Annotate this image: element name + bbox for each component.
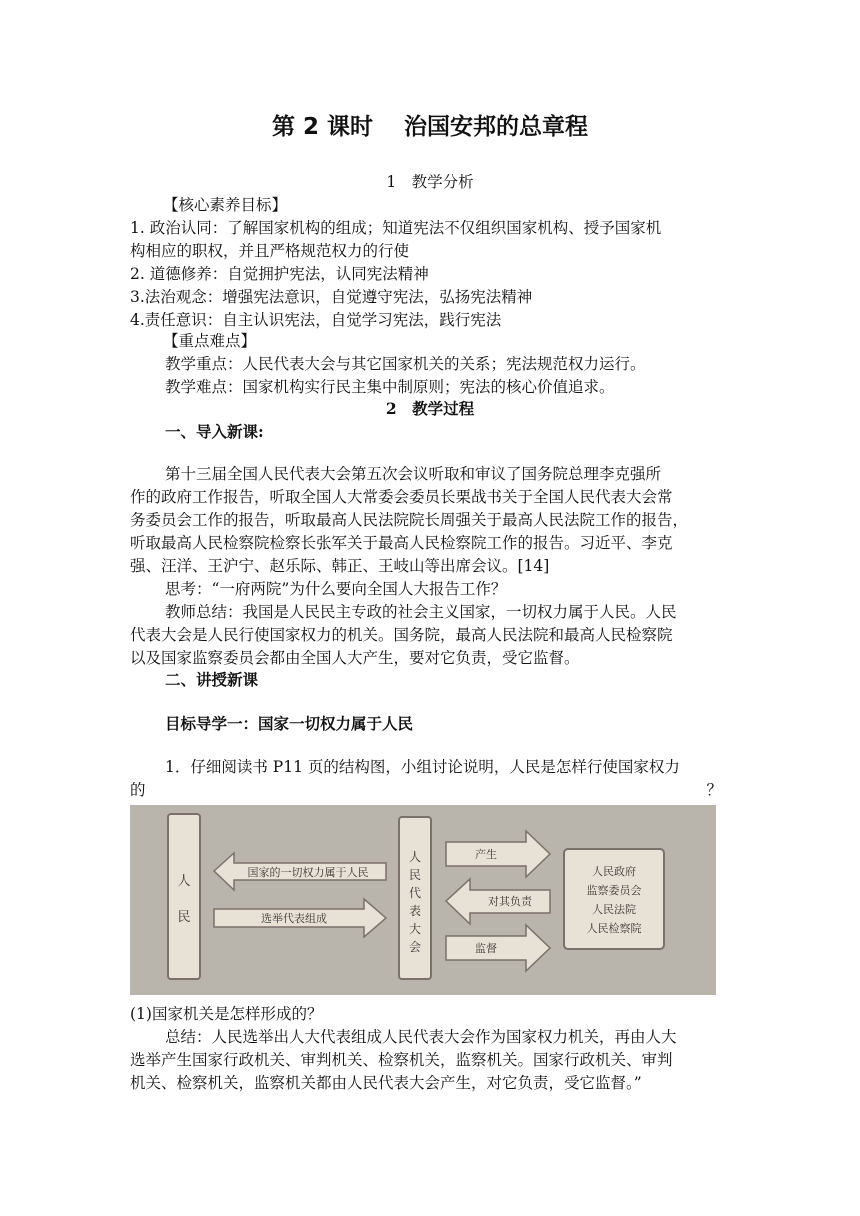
key-points-heading: 【重点难点】 [163, 332, 257, 350]
arrow-supervise-label: 监督 [475, 942, 497, 955]
state-organ-label: 人民政府 [592, 865, 636, 878]
people-label: 人 [177, 874, 191, 889]
summary-line: 总结：人民选举出人大代表组成人民代表大会作为国家权力机关，再由人大 [165, 1028, 677, 1046]
arrow-responsible-label: 对其负责 [488, 895, 532, 908]
question: 思考：“一府两院”为什么要向全国人大报告工作？ [165, 580, 507, 598]
part-2-heading: 二、讲授新课 [165, 670, 259, 689]
congress-char: 代 [408, 886, 422, 900]
reading-task-line-2-left: 的 [130, 781, 146, 799]
state-organ-label: 人民检察院 [586, 922, 642, 935]
intro-paragraph-line: 作的政府工作报告，听取全国人大常委会委员长栗战书关于全国人民代表大会常 [130, 488, 673, 506]
summary-line: 机关、检察机关，监察机关都由人民代表大会产生，对它负责，受它监督。” [130, 1074, 642, 1092]
intro-paragraph-line: 听取最高人民检察院检察长张军关于最高人民检察院工作的报告。习近平、李克 [130, 534, 673, 552]
key-point: 教学重点：人民代表大会与其它国家机关的关系；宪法规范权力运行。 [165, 355, 646, 373]
intro-paragraph-line: 强、汪洋、王沪宁、赵乐际、韩正、王岐山等出席会议。[14] [130, 557, 550, 575]
goal-1-line-2: 构相应的职权，并且严格规范权力的行使 [130, 242, 410, 260]
intro-paragraph-line: 第十三届全国人民代表大会第五次会议听取和审议了国务院总理李克强所 [165, 465, 662, 483]
part-1-heading: 一、导入新课: [165, 422, 264, 441]
teacher-summary-line: 以及国家监察委员会都由全国人大产生，要对它负责，受它监督。 [130, 649, 580, 667]
congress-char: 人 [408, 850, 422, 864]
reading-task-line-2 [130, 779, 722, 802]
congress-char: 大 [408, 922, 422, 936]
sub-question: (1)国家机关是怎样形成的？ [130, 1005, 323, 1023]
summary-line: 选举产生国家行政机关、审判机关、检察机关，监察机关。国家行政机关、审判 [130, 1051, 673, 1069]
state-organ-label: 监察委员会 [586, 884, 642, 897]
reading-task-line-1: 1．仔细阅读书 P11 页的结构图，小组讨论说明，人民是怎样行使国家权力 [165, 758, 680, 776]
goal-2: 2. 道德修养：自觉拥护宪法，认同宪法精神 [130, 265, 429, 283]
goal-1-heading: 目标导学一：国家一切权力属于人民 [165, 714, 414, 733]
people-label: 民 [177, 910, 191, 925]
power-structure-diagram [130, 805, 716, 995]
intro-paragraph-line: 务委员会工作的报告，听取最高人民法院院长周强关于最高人民法院工作的报告， [130, 511, 689, 529]
teacher-summary-line: 教师总结：我国是人民民主专政的社会主义国家，一切权力属于人民。人民 [165, 603, 677, 621]
arrow-produce-label: 产生 [475, 848, 497, 861]
congress-char: 民 [408, 868, 422, 882]
goal-4: 4.责任意识：自主认识宪法，自觉学习宪法，践行宪法 [130, 311, 502, 329]
core-goals-heading: 【核心素养目标】 [163, 196, 288, 214]
arrow-power-label: 国家的一切权力属于人民 [247, 866, 369, 879]
page-title: 第 2 课时 治国安邦的总章程 [271, 114, 589, 140]
section-heading-analysis: 1 教学分析 [386, 173, 474, 191]
goal-1-line-1: 1. 政治认同：了解国家机构的组成；知道宪法不仅组织国家机构、授予国家机 [130, 219, 662, 237]
state-organ-label: 人民法院 [592, 903, 636, 916]
congress-char: 表 [408, 904, 422, 918]
people-box [168, 814, 200, 979]
teacher-summary-line: 代表大会是人民行使国家权力的机关。国务院，最高人民法院和最高人民检察院 [130, 626, 673, 644]
congress-char: 会 [408, 940, 422, 954]
section-heading-process: 2 教学过程 [385, 399, 475, 418]
arrow-elect-label: 选举代表组成 [261, 912, 327, 925]
difficult-point: 教学难点：国家机构实行民主集中制原则；宪法的核心价值追求。 [165, 378, 615, 396]
goal-3: 3.法治观念：增强宪法意识，自觉遵守宪法，弘扬宪法精神 [130, 288, 533, 306]
reading-task-line-2-right: ？ [706, 781, 722, 799]
